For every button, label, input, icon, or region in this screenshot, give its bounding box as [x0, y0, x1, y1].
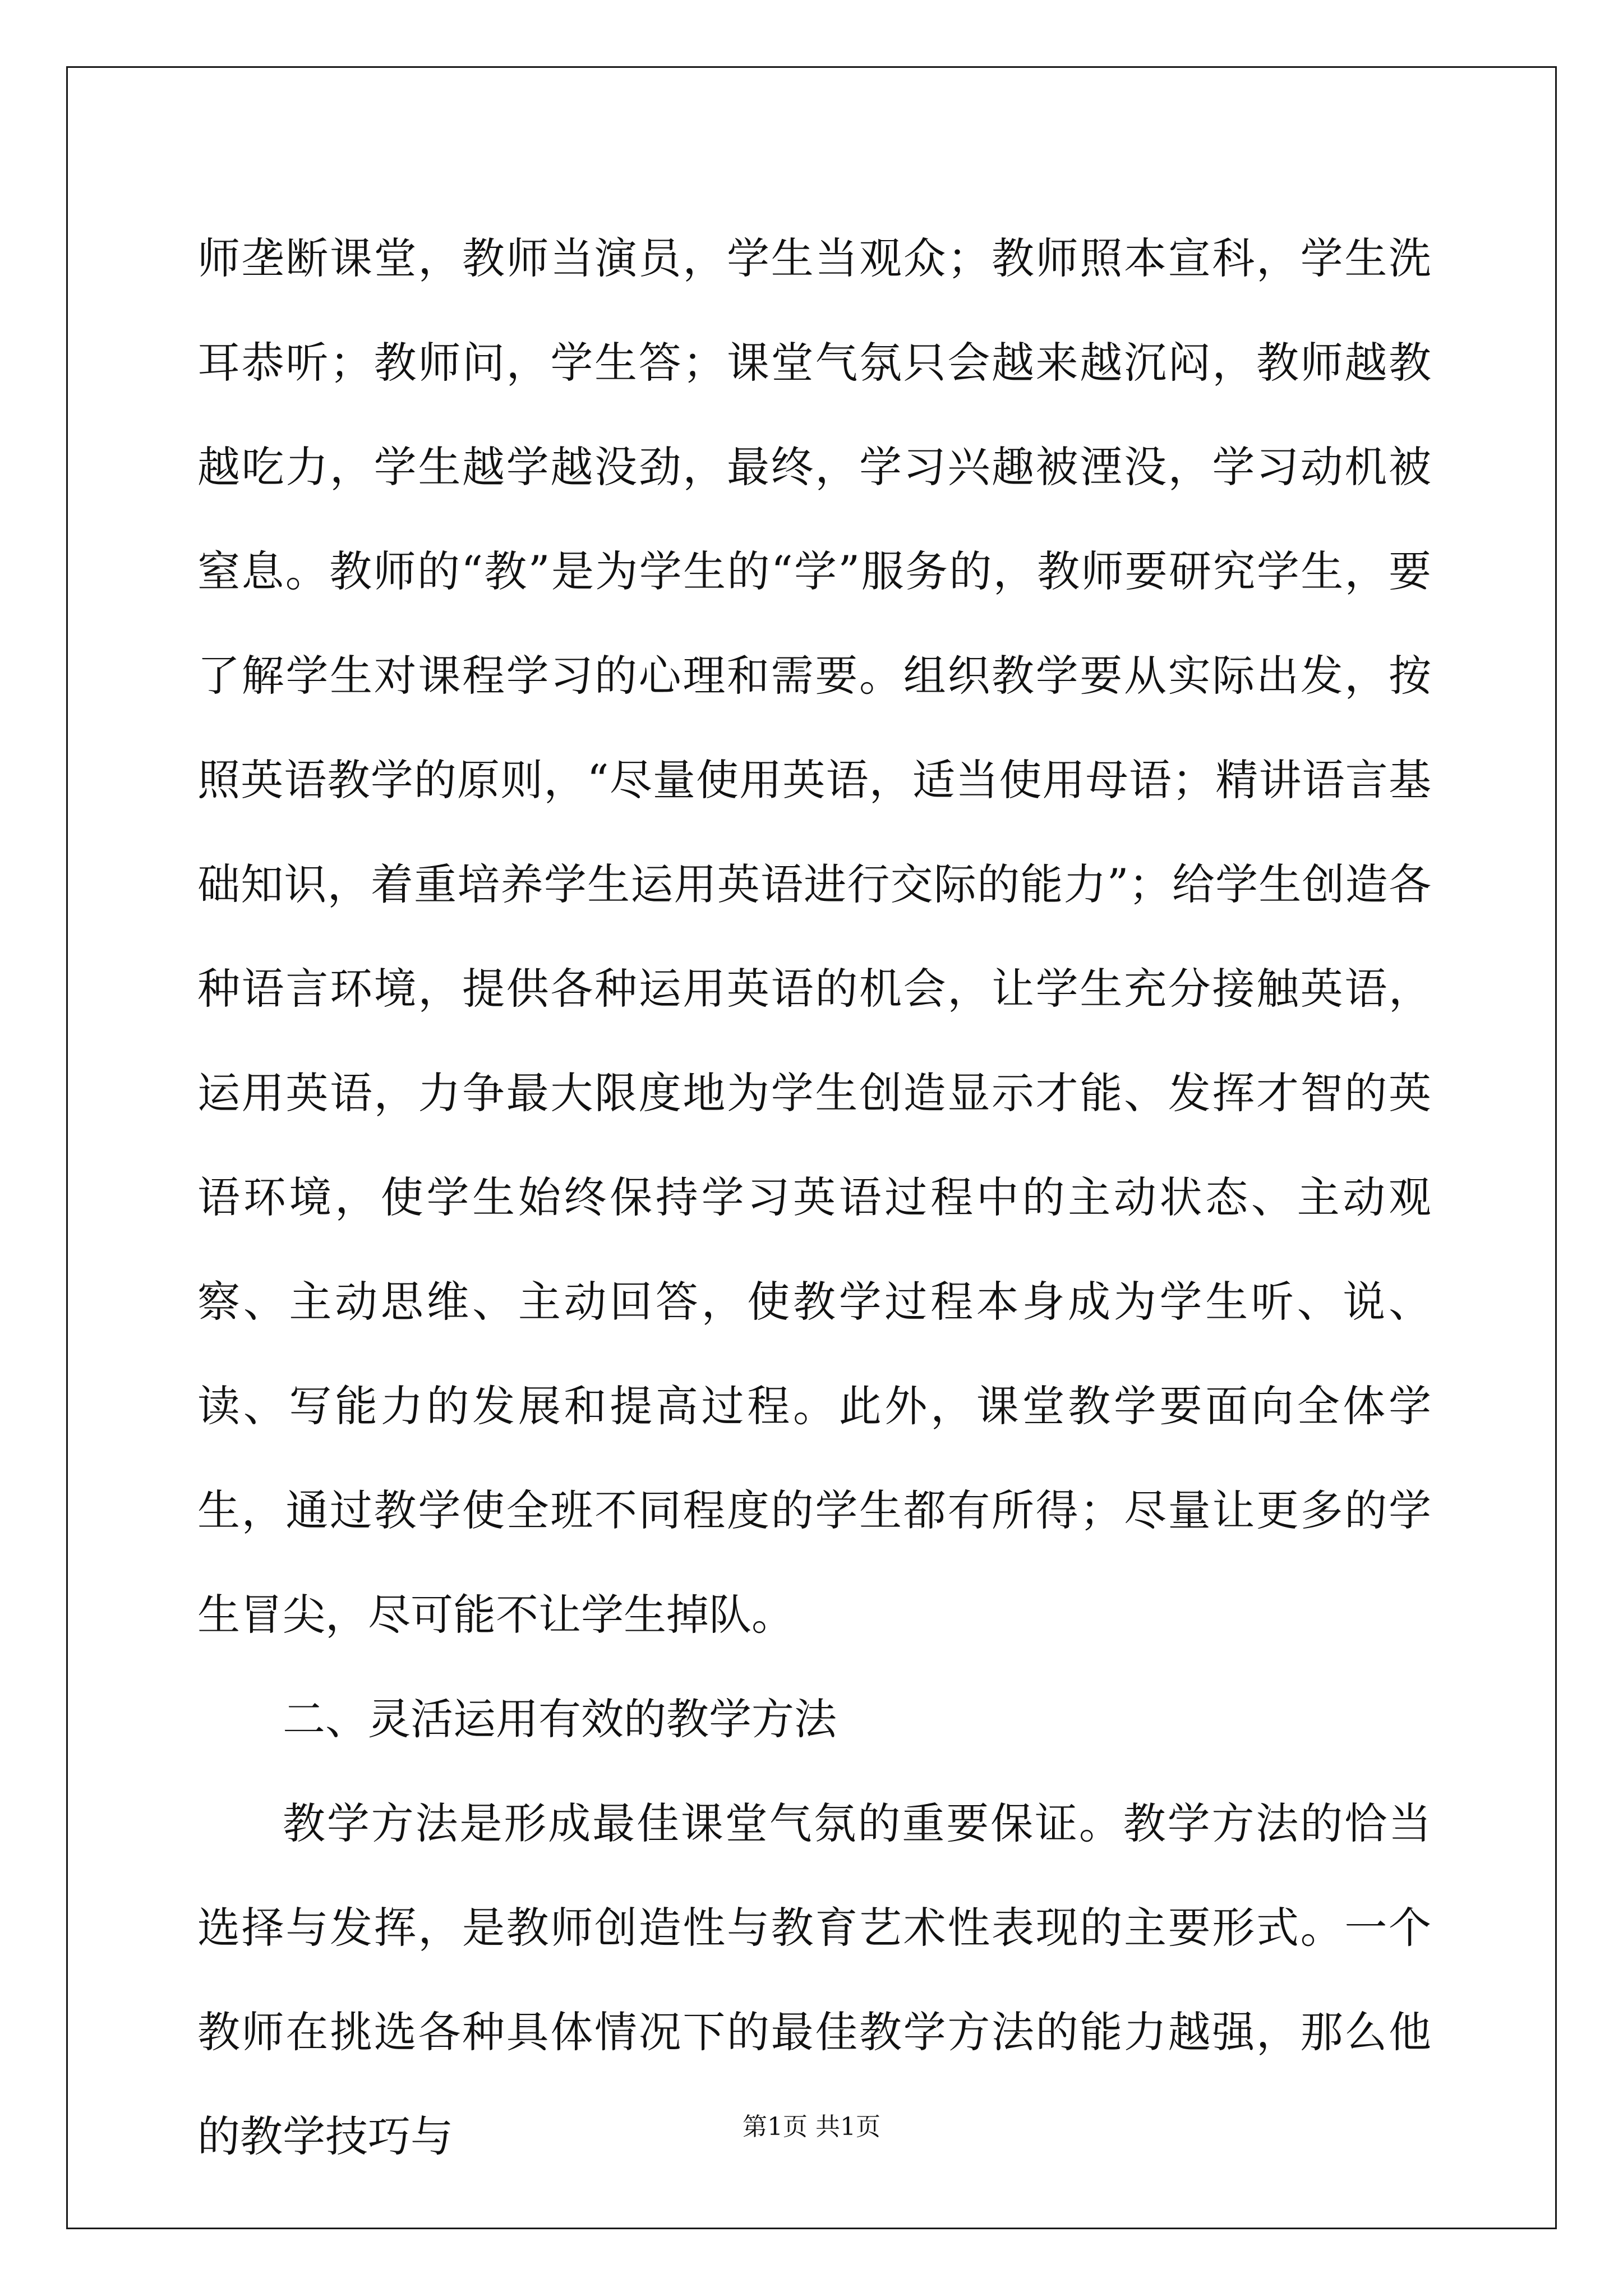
page-footer: 第1页 共1页 [743, 2113, 880, 2141]
paragraph-3: 教学方法是形成最佳课堂气氛的重要保证。教学方法的恰当选择与发挥，是教师创造性与教育艺术性表现的主要形式。一个教师在挑选各种具体情况下的最佳教学方法的能力越强，那么他的教学技巧与 [197, 1798, 1431, 2161]
paragraph-1: 师垄断课堂，教师当演员，学生当观众；教师照本宣科，学生洗耳恭听；教师问，学生答；课堂气氛只会越来越沉闷，教师越教越吃力，学生越学越没劲，最终，学习兴趣被湮没，学习动机被窒息。教师的“教”是为学生的“学”服务的，教师要研究学生，要了解学生对课程学习的心理和需要。组织教学要从实际出发，按照英语教学的原则，“尽量使用英语，适当使用母语；精讲语言基础知识，着重培养学生运用英语进行交际的能力”；给学生创造各种语言环境，提供各种运用英语的机会，让学生充分接触英语，运用英语，力争最大限度地为学生创造显示才能、发挥才智的英语环境，使学生始终保持学习英语过程中的主动状态、主动观察、主动思维、主动回答，使教学过程本身成为学生听、说、读、写能力的发展和提高过程。此外，课堂教学要面向全体学生，通过教学使全班不同程度的学生都有所得；尽量让更多的学生冒尖，尽可能不让学生掉队。 [197, 233, 1431, 1640]
section-heading-2: 二、灵活运用有效的教学方法 [283, 1694, 837, 1744]
document-body [197, 206, 1431, 2189]
